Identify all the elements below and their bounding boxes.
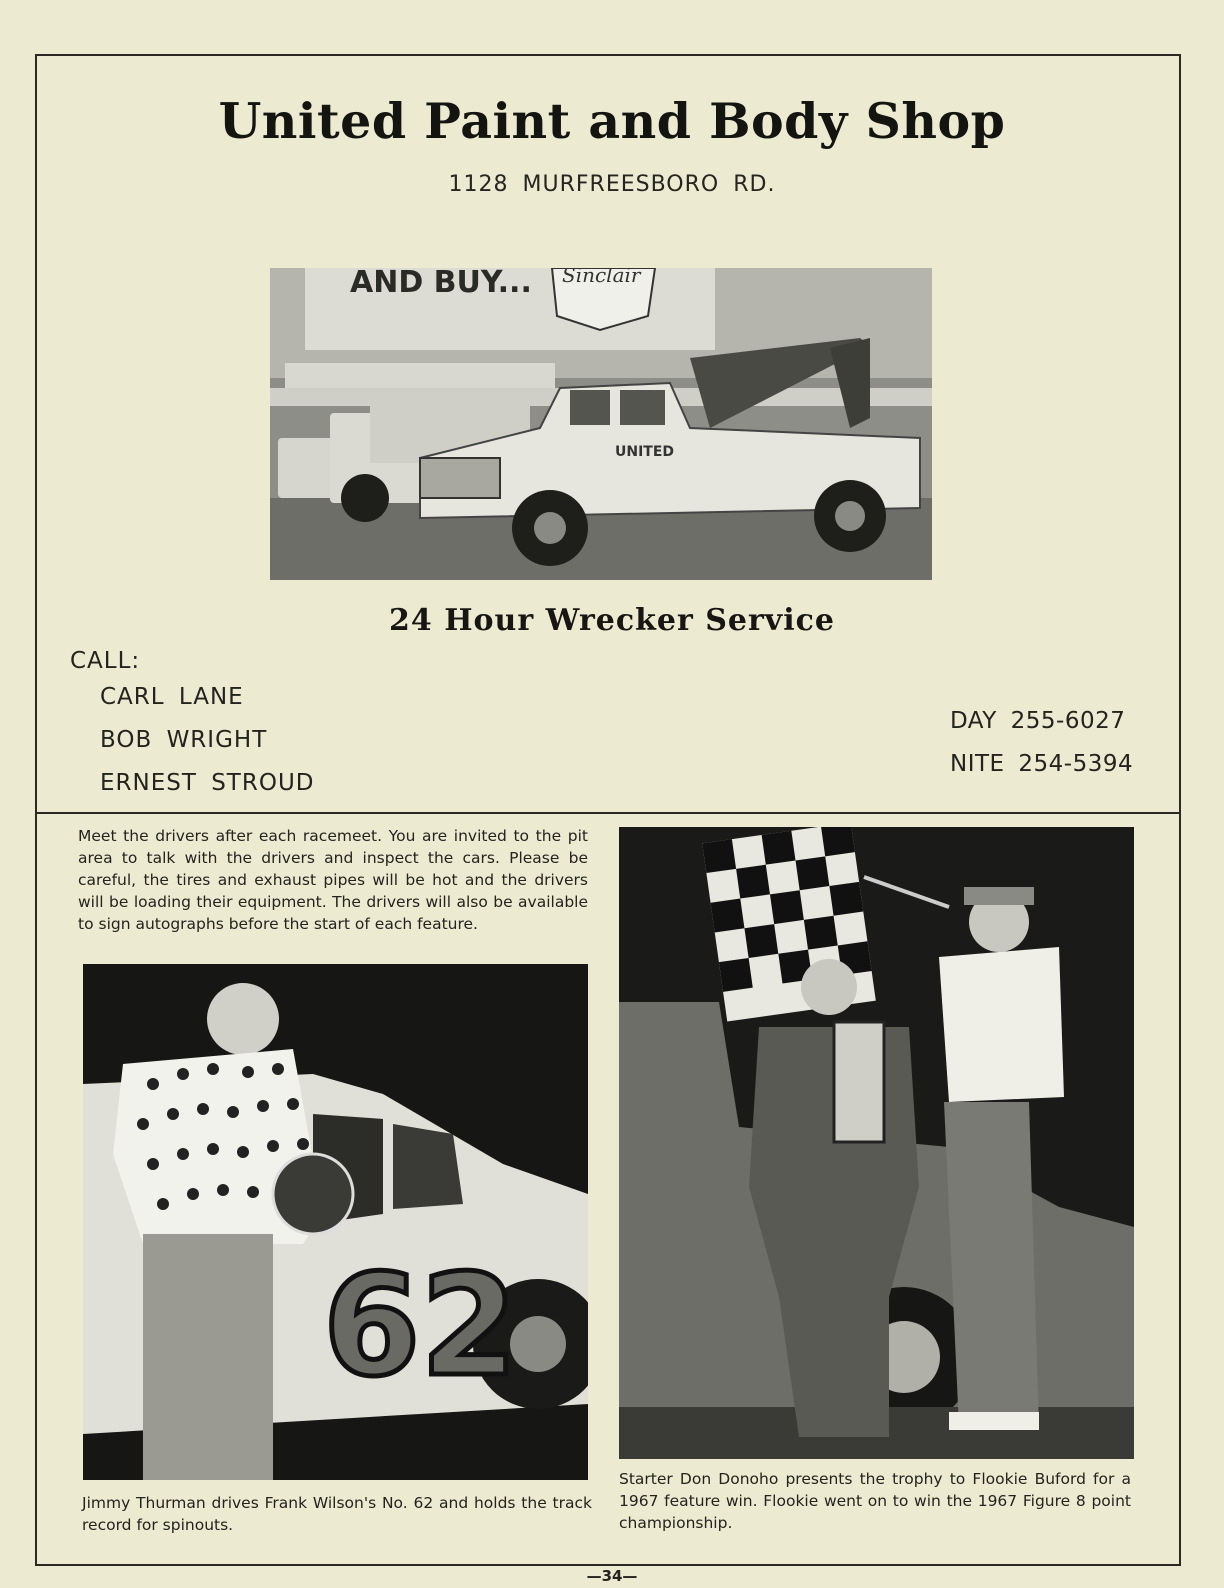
ad-address: 1128 MURFREESBORO RD.: [448, 172, 776, 197]
sinclair-text: Sinclair: [562, 268, 641, 287]
ad-title: United Paint and Body Shop: [218, 92, 1006, 150]
truck-door-text: UNITED: [615, 444, 675, 460]
ad-tagline: 24 Hour Wrecker Service: [389, 603, 835, 638]
day-phone: DAY 255-6027: [950, 708, 1126, 734]
intro-paragraph: Meet the drivers after each racemeet. You are invited to the pit area to talk with the drivers and inspect the cars. Please be careful, the tires and exhaust pipes will be hot and the drivers will be loading their equipment. The drivers will also be available to sign autographs before the start of each feature.: [78, 827, 588, 933]
call-label: CALL:: [70, 648, 141, 674]
section-divider: [35, 812, 1181, 814]
trophy-presentation-photo: [619, 827, 1134, 1459]
page-number: —34—: [586, 1567, 638, 1585]
night-phone: NITE 254-5394: [950, 751, 1134, 777]
caption-left: Jimmy Thurman drives Frank Wilson's No. 62 and holds the track record for spinouts.: [82, 1494, 592, 1534]
race-car-62-photo: [83, 964, 588, 1480]
contact-name: ERNEST STROUD: [100, 770, 315, 796]
contact-name: CARL LANE: [100, 684, 244, 710]
phone-list: [950, 707, 1133, 793]
contact-name: BOB WRIGHT: [100, 727, 268, 753]
contact-list: [100, 683, 315, 812]
wrecker-truck-photo: [270, 268, 932, 580]
billboard-text: AND BUY...: [350, 268, 532, 300]
caption-right: Starter Don Donoho presents the trophy to Flookie Buford for a 1967 feature win. Flookie went on to win the 1967 Figure 8 point championship.: [619, 1470, 1131, 1532]
car-number-62: 62: [323, 1245, 518, 1408]
